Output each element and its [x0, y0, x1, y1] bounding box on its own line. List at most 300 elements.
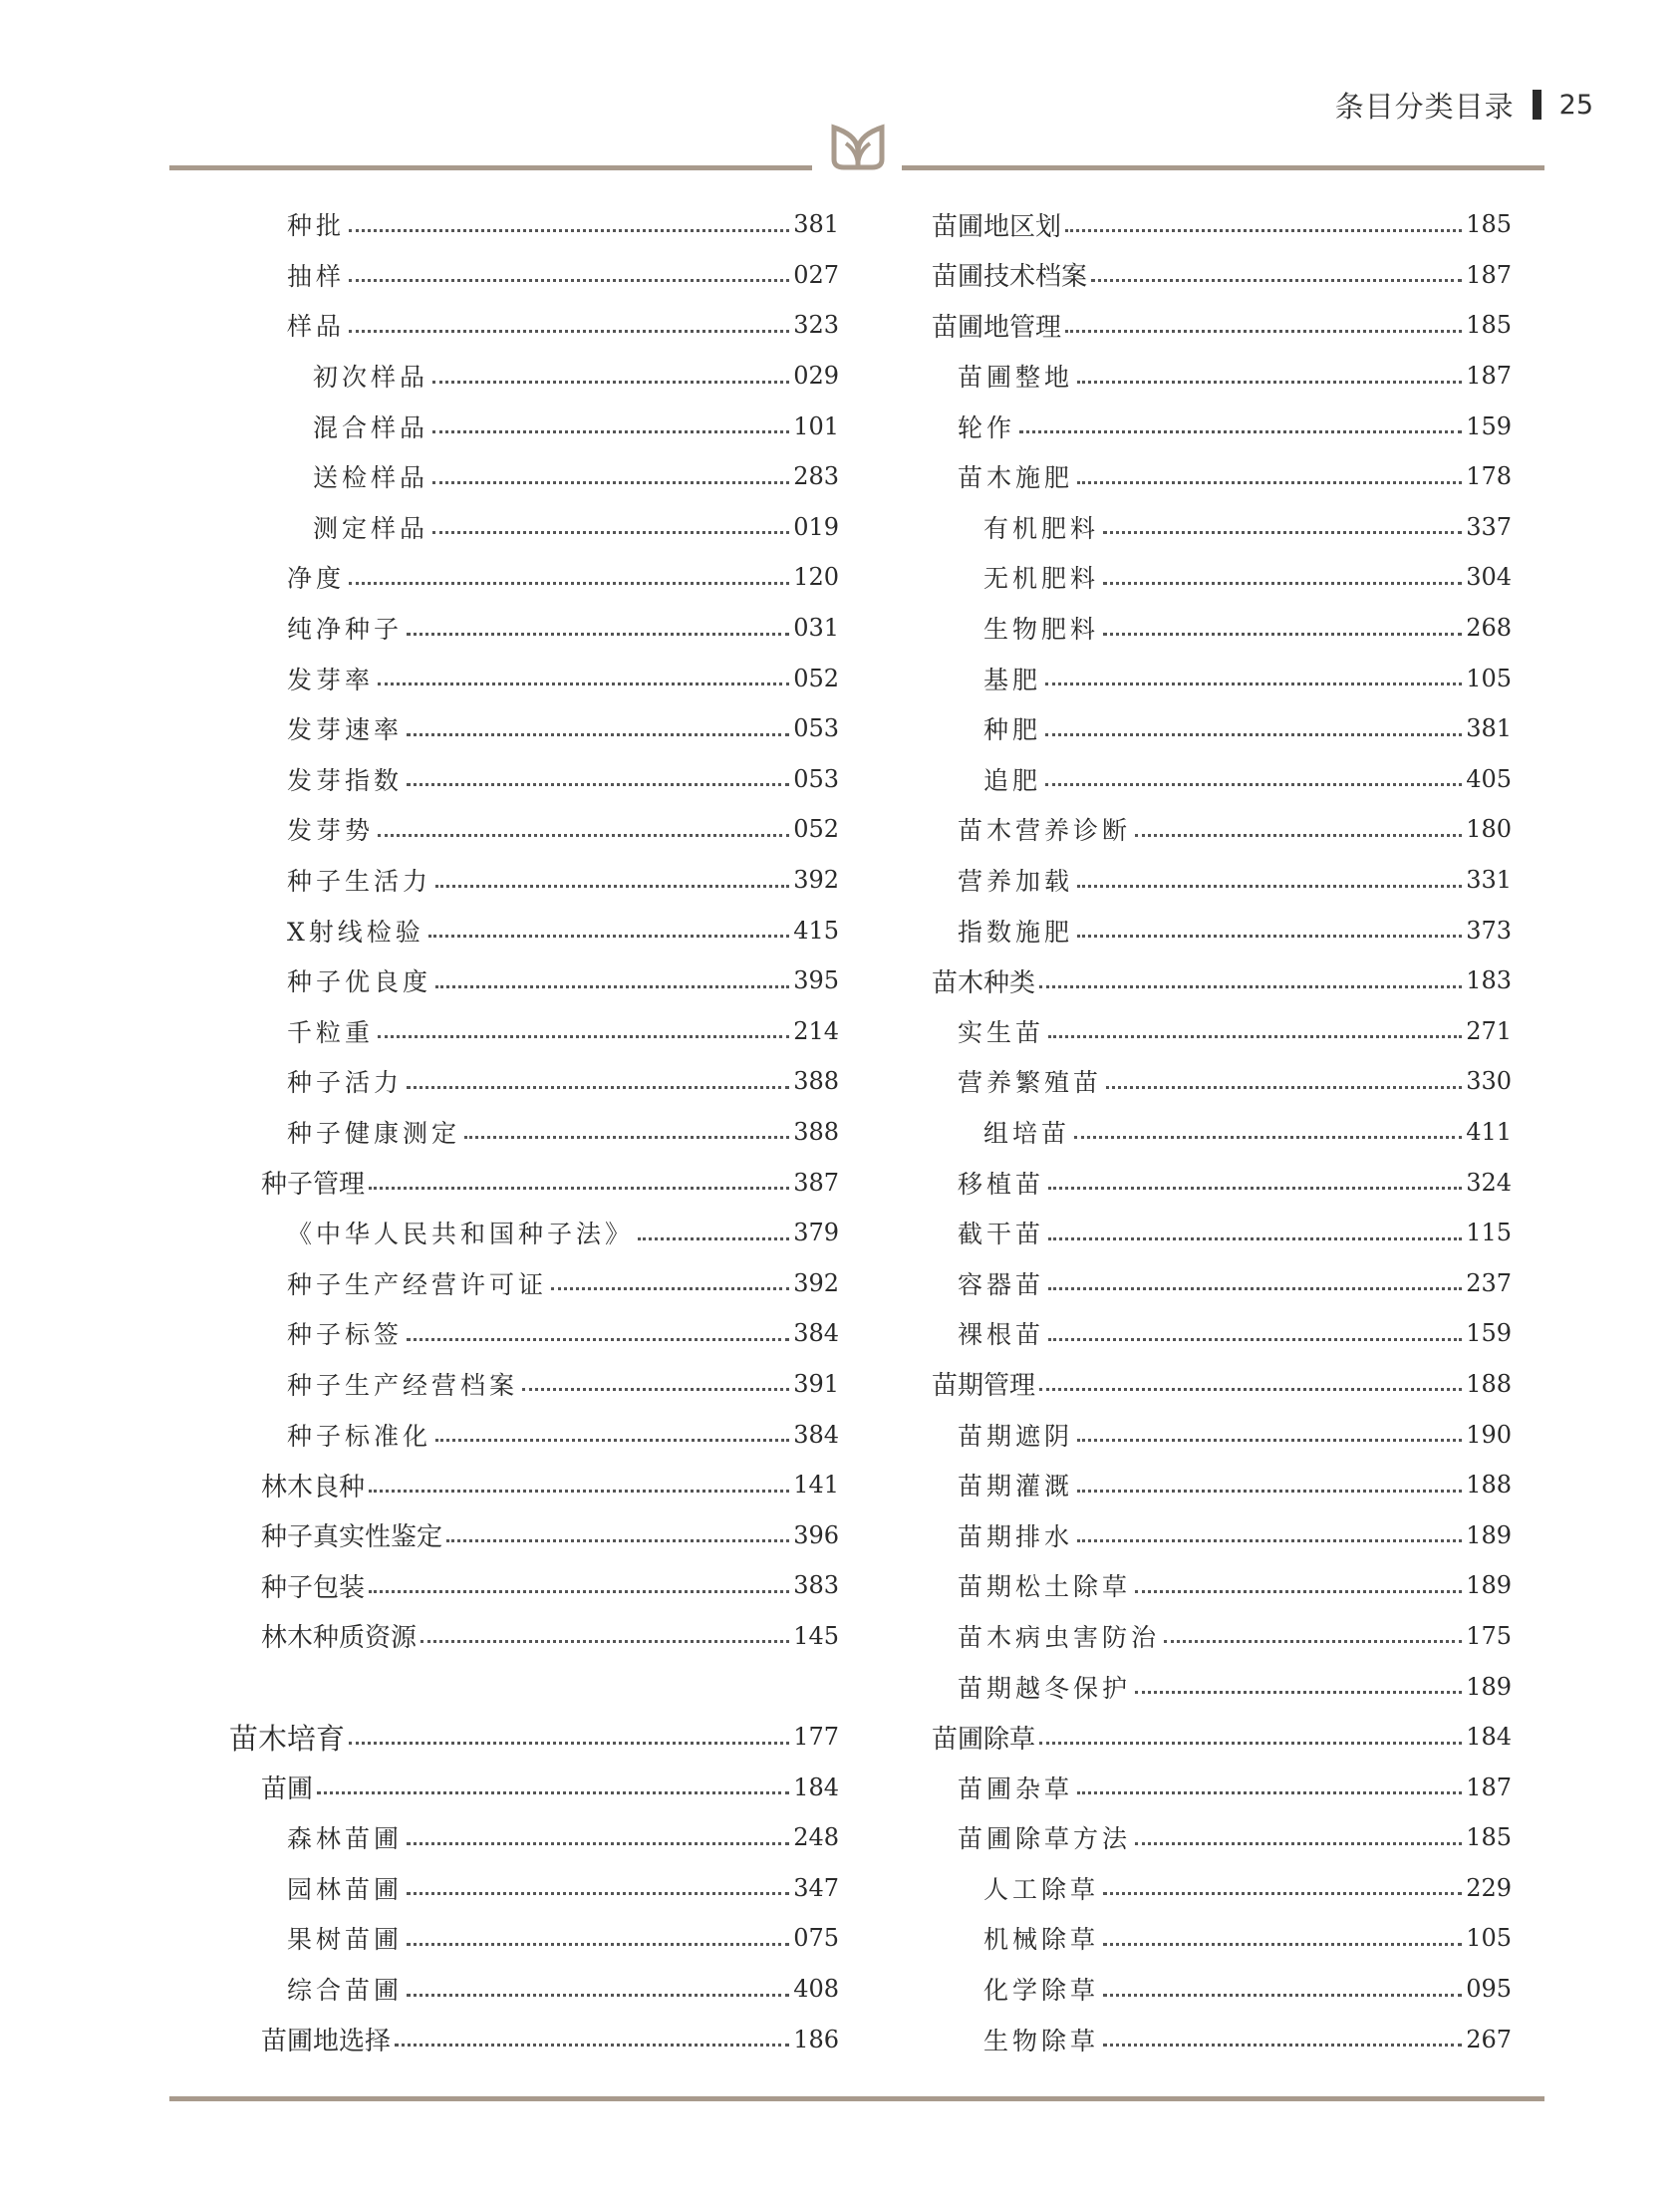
toc-entry-page: 105 [1466, 1924, 1512, 1953]
toc-entry[interactable] [229, 1913, 839, 1964]
toc-entry[interactable] [932, 1409, 1512, 1460]
toc-entry-page: 387 [793, 1168, 839, 1197]
toc-entry-label: 种子活力 [287, 1068, 404, 1098]
toc-entry[interactable] [229, 804, 839, 855]
toc-entry[interactable] [932, 653, 1512, 703]
dot-leader [1103, 1994, 1462, 1997]
toc-entry-page: 381 [793, 210, 839, 239]
toc-entry-label: 苗圃地管理 [932, 312, 1062, 343]
toc-entry-page: 347 [793, 1873, 839, 1902]
toc-entry[interactable] [932, 1863, 1512, 1914]
toc-entry-label: 苗圃地区划 [932, 211, 1062, 242]
dot-leader [1103, 531, 1462, 534]
toc-entry[interactable] [229, 1762, 839, 1812]
dot-leader [1077, 935, 1462, 938]
toc-entry-label: 千粒重 [287, 1017, 375, 1047]
toc-entry-page: 324 [1466, 1168, 1512, 1197]
toc-entry-label: 苗圃杂草 [958, 1774, 1074, 1803]
toc-entry-label: 生物肥料 [983, 615, 1100, 645]
toc-entry[interactable] [932, 1006, 1512, 1057]
dot-leader [407, 633, 789, 636]
bottom-rule [169, 2096, 1544, 2101]
toc-entry-page: 095 [1466, 1975, 1512, 2004]
dot-leader [1077, 381, 1462, 384]
dot-leader [1135, 834, 1462, 837]
dot-leader [432, 430, 789, 433]
dot-leader [1039, 985, 1462, 988]
toc-entry-label: 种子包装 [261, 1572, 366, 1603]
toc-entry-label: 种子管理 [261, 1170, 366, 1201]
toc-entry[interactable] [229, 300, 839, 351]
toc-entry-page: 183 [1466, 966, 1512, 995]
toc-entry-label: 基肥 [983, 665, 1042, 694]
toc-entry[interactable] [229, 502, 839, 553]
toc-entry-page: 187 [1466, 260, 1512, 289]
toc-entry[interactable] [932, 401, 1512, 451]
top-rule-right [902, 165, 1544, 170]
toc-entry-page: 178 [1466, 462, 1512, 491]
toc-entry[interactable] [932, 199, 1512, 250]
toc-entry-page: 396 [793, 1520, 839, 1549]
toc-entry-page: 383 [793, 1571, 839, 1600]
dot-leader [349, 279, 789, 282]
toc-entry[interactable] [229, 603, 839, 654]
toc-entry-page: 384 [793, 1420, 839, 1449]
dot-leader [1106, 1086, 1462, 1089]
toc-entry[interactable] [229, 754, 839, 805]
dot-leader [432, 531, 789, 534]
toc-entry-label: 园林苗圃 [287, 1874, 404, 1904]
toc-entry-label: 发芽率 [287, 665, 375, 694]
toc-entry-label: 种批 [287, 211, 346, 241]
toc-entry-page: 323 [793, 311, 839, 340]
toc-entry-page: 180 [1466, 815, 1512, 844]
dot-leader [435, 885, 789, 888]
toc-entry-page: 248 [793, 1823, 839, 1852]
toc-entry[interactable] [229, 552, 839, 603]
toc-entry[interactable] [932, 1056, 1512, 1107]
toc-entry-label: 实生苗 [958, 1017, 1045, 1047]
toc-entry-page: 388 [793, 1117, 839, 1146]
toc-entry-label: 苗期松土除草 [958, 1572, 1132, 1602]
toc-entry-page: 187 [1466, 362, 1512, 391]
toc-entry-page: 185 [1466, 1823, 1512, 1852]
toc-entry[interactable] [229, 1257, 839, 1308]
toc-entry-page: 159 [1466, 1319, 1512, 1348]
dot-leader [1135, 1590, 1462, 1593]
toc-entry-page: 053 [793, 764, 839, 793]
toc-entry-label: 苗圃除草方法 [958, 1824, 1132, 1854]
toc-entry[interactable] [229, 1208, 839, 1258]
toc-entry-page: 229 [1466, 1873, 1512, 1902]
dot-leader [407, 1086, 789, 1089]
dot-leader [1048, 1237, 1462, 1240]
page-header [1335, 82, 1593, 128]
toc-entry[interactable] [932, 1812, 1512, 1863]
dot-leader [1048, 1287, 1462, 1290]
toc-entry[interactable] [932, 703, 1512, 754]
toc-entry-page: 120 [793, 563, 839, 592]
toc-entry-page: 052 [793, 815, 839, 844]
toc-entry-label: 种子标准化 [287, 1421, 432, 1451]
dot-leader [1019, 430, 1462, 433]
dot-leader [1065, 330, 1462, 333]
toc-entry-label: 样品 [287, 312, 346, 342]
toc-entry[interactable] [932, 804, 1512, 855]
toc-entry[interactable] [229, 1712, 839, 1763]
toc-entry-label: 苗圃技术档案 [932, 262, 1088, 293]
toc-entry-page: 189 [1466, 1672, 1512, 1701]
toc-spacer [229, 1661, 839, 1712]
dot-leader [1065, 229, 1462, 232]
header-divider-bar [1533, 90, 1541, 120]
toc-entry-label: 化学除草 [983, 1976, 1100, 2006]
toc-entry[interactable] [932, 1964, 1512, 2015]
toc-entry[interactable] [932, 1359, 1512, 1410]
toc-entry-label: 果树苗圃 [287, 1925, 404, 1955]
dot-leader [378, 1035, 789, 1038]
toc-entry[interactable] [932, 2014, 1512, 2064]
dot-leader [420, 1640, 789, 1643]
toc-entry-label: 追肥 [983, 765, 1042, 795]
toc-entry[interactable] [229, 1812, 839, 1863]
toc-entry-label: 种子真实性鉴定 [261, 1522, 443, 1553]
dot-leader [1103, 1892, 1462, 1895]
toc-entry-page: 189 [1466, 1571, 1512, 1600]
toc-entry-label: 初次样品 [313, 363, 429, 393]
dot-leader [395, 2044, 789, 2047]
toc-entry-page: 159 [1466, 411, 1512, 440]
toc-entry-page: 177 [793, 1723, 839, 1752]
dot-leader [317, 1791, 789, 1794]
toc-entry-page: 187 [1466, 1773, 1512, 1801]
toc-entry-page: 189 [1466, 1520, 1512, 1549]
toc-entry-label: 净度 [287, 564, 346, 594]
toc-entry[interactable] [229, 451, 839, 502]
toc-entry[interactable] [932, 1611, 1512, 1662]
dot-leader [1103, 2044, 1462, 2047]
toc-entry[interactable] [229, 653, 839, 703]
dot-leader [1077, 1791, 1462, 1794]
dot-leader [1039, 1388, 1462, 1391]
toc-entry[interactable] [932, 451, 1512, 502]
dot-leader [1048, 1187, 1462, 1190]
leaf-logo-icon [830, 122, 886, 171]
toc-entry-label: 苗期排水 [958, 1521, 1074, 1551]
toc-entry-label: 有机肥料 [983, 513, 1100, 543]
dot-leader [407, 1943, 789, 1946]
toc-entry-page: 185 [1466, 311, 1512, 340]
toc-entry-label: 裸根苗 [958, 1320, 1045, 1350]
toc-entry[interactable] [932, 1157, 1512, 1208]
dot-leader [1164, 1640, 1462, 1643]
toc-entry-page: 388 [793, 1067, 839, 1096]
dot-leader [407, 1842, 789, 1845]
toc-entry-label: 林木种质资源 [261, 1623, 418, 1654]
toc-entry-page: 391 [793, 1369, 839, 1398]
toc-entry-label: 营养加载 [958, 867, 1074, 897]
toc-entry-label: 苗木病虫害防治 [958, 1622, 1161, 1652]
toc-entry[interactable] [932, 855, 1512, 906]
toc-entry-label: 机械除草 [983, 1925, 1100, 1955]
toc-entry-label: 苗木种类 [932, 967, 1036, 998]
toc-entry-page: 175 [1466, 1621, 1512, 1650]
toc-entry-page: 188 [1466, 1369, 1512, 1398]
toc-entry-label: 轮作 [958, 412, 1016, 442]
toc-entry[interactable] [932, 1509, 1512, 1560]
toc-entry[interactable] [229, 1560, 839, 1611]
toc-entry-label: 发芽指数 [287, 765, 404, 795]
toc-entry[interactable] [229, 1509, 839, 1560]
toc-entry-page: 029 [793, 362, 839, 391]
toc-entry-page: 105 [1466, 664, 1512, 692]
dot-leader [1077, 885, 1462, 888]
toc-entry-page: 415 [793, 916, 839, 945]
toc-entry-label: 发芽势 [287, 816, 375, 846]
toc-entry-label: 苗木施肥 [958, 463, 1074, 493]
toc-entry[interactable] [229, 1157, 839, 1208]
toc-entry-label: 苗圃地选择 [261, 2027, 392, 2057]
toc-entry-label: 林木良种 [261, 1472, 366, 1502]
toc-entry-label: 苗期遮阴 [958, 1421, 1074, 1451]
toc-entry-page: 237 [1466, 1268, 1512, 1297]
toc-entry[interactable] [229, 956, 839, 1006]
toc-entry-label: 容器苗 [958, 1269, 1045, 1299]
toc-entry[interactable] [932, 250, 1512, 301]
dot-leader [1103, 633, 1462, 636]
toc-entry[interactable] [932, 1460, 1512, 1510]
toc-entry[interactable] [932, 1913, 1512, 1964]
toc-entry-page: 186 [793, 2025, 839, 2053]
dot-leader [1045, 733, 1462, 736]
toc-entry-label: 纯净种子 [287, 615, 404, 645]
toc-entry-label: 种子优良度 [287, 967, 432, 997]
toc-entry-label: 种子生产经营许可证 [287, 1269, 548, 1299]
dot-leader [1048, 1338, 1462, 1341]
dot-leader [1077, 1439, 1462, 1442]
dot-leader [1103, 1943, 1462, 1946]
toc-entry-page: 330 [1466, 1067, 1512, 1096]
toc-entry-label: 苗圃整地 [958, 363, 1074, 393]
toc-entry-label: 苗木营养诊断 [958, 816, 1132, 846]
dot-leader [349, 229, 789, 232]
toc-entry-page: 141 [793, 1471, 839, 1500]
toc-entry-label: 截干苗 [958, 1220, 1045, 1249]
toc-entry-label: X射线检验 [287, 917, 424, 947]
toc-entry-page: 184 [1466, 1723, 1512, 1752]
toc-entry[interactable] [932, 1712, 1512, 1763]
toc-entry[interactable] [932, 1762, 1512, 1812]
dot-leader [378, 834, 789, 837]
toc-entry[interactable] [932, 1257, 1512, 1308]
toc-entry[interactable] [229, 1611, 839, 1662]
toc-entry[interactable] [229, 1006, 839, 1057]
toc-entry-label: 送检样品 [313, 463, 429, 493]
toc-entry[interactable] [229, 250, 839, 301]
toc-entry-page: 392 [793, 866, 839, 895]
page-number: 25 [1558, 89, 1593, 121]
toc-entry-label: 组培苗 [983, 1118, 1071, 1148]
toc-entry[interactable] [932, 1208, 1512, 1258]
toc-entry-page: 214 [793, 1016, 839, 1045]
toc-entry[interactable] [932, 754, 1512, 805]
toc-entry-page: 395 [793, 966, 839, 995]
toc-entry-page: 411 [1466, 1117, 1512, 1146]
toc-entry-page: 188 [1466, 1471, 1512, 1500]
toc-entry-label: 森林苗圃 [287, 1824, 404, 1854]
section-title: 条目分类目录 [1334, 89, 1515, 124]
dot-leader [1077, 1539, 1462, 1542]
toc-entry-page: 185 [1466, 210, 1512, 239]
toc-entry-label: 苗圃除草 [932, 1724, 1036, 1755]
toc-entry-label: 混合样品 [313, 412, 429, 442]
toc-entry-page: 101 [793, 411, 839, 440]
dot-leader [369, 1590, 789, 1593]
toc-entry-page: 405 [1466, 764, 1512, 793]
toc-entry[interactable] [229, 855, 839, 906]
dot-leader [1077, 1490, 1462, 1493]
toc-entry[interactable] [229, 199, 839, 250]
toc-entry-page: 271 [1466, 1016, 1512, 1045]
dot-leader [349, 1742, 789, 1745]
dot-leader [1103, 582, 1462, 585]
toc-entry[interactable] [932, 1661, 1512, 1712]
toc-entry-page: 145 [793, 1621, 839, 1650]
toc-entry-page: 408 [793, 1975, 839, 2004]
toc-entry-page: 283 [793, 462, 839, 491]
toc-entry-label: 种子生活力 [287, 867, 432, 897]
dot-leader [435, 985, 789, 988]
toc-entry[interactable] [229, 1308, 839, 1359]
dot-leader [1074, 1136, 1462, 1139]
toc-entry-label: 生物除草 [983, 2026, 1100, 2055]
toc-entry-page: 373 [1466, 916, 1512, 945]
toc-entry-label: 苗期越冬保护 [958, 1673, 1132, 1703]
toc-entry-label: 营养繁殖苗 [958, 1068, 1103, 1098]
dot-leader [407, 1338, 789, 1341]
toc-entry-label: 发芽速率 [287, 715, 404, 745]
dot-leader [432, 481, 789, 484]
toc-entry[interactable] [229, 1964, 839, 2015]
toc-entry-page: 027 [793, 260, 839, 289]
toc-entry-page: 267 [1466, 2025, 1512, 2053]
dot-leader [1135, 1691, 1462, 1694]
toc-entry[interactable] [229, 1863, 839, 1914]
toc-entry[interactable] [229, 1460, 839, 1510]
toc-entry-page: 115 [1466, 1219, 1512, 1247]
toc-entry-label: 苗木培育 [229, 1721, 346, 1756]
toc-entry[interactable] [932, 1560, 1512, 1611]
toc-entry[interactable] [229, 1409, 839, 1460]
toc-entry-page: 268 [1466, 614, 1512, 643]
toc-entry[interactable] [229, 401, 839, 451]
toc-entry[interactable] [932, 905, 1512, 956]
toc-entry[interactable] [932, 1107, 1512, 1158]
toc-entry-label: 种子标签 [287, 1320, 404, 1350]
dot-leader [446, 1539, 789, 1542]
dot-leader [349, 582, 789, 585]
toc-entry-label: 指数施肥 [958, 917, 1074, 947]
toc-entry[interactable] [229, 2014, 839, 2064]
toc-entry[interactable] [229, 1107, 839, 1158]
dot-leader [435, 1439, 789, 1442]
dot-leader [638, 1237, 789, 1240]
toc-entry[interactable] [932, 351, 1512, 402]
toc-entry-page: 331 [1466, 866, 1512, 895]
dot-leader [1048, 1035, 1462, 1038]
toc-entry-page: 053 [793, 714, 839, 743]
dot-leader [1077, 481, 1462, 484]
toc-entry-page: 184 [793, 1773, 839, 1801]
dot-leader [369, 1187, 789, 1190]
toc-left-column [229, 199, 839, 2064]
toc-entry-label: 综合苗圃 [287, 1976, 404, 2006]
dot-leader [1045, 683, 1462, 685]
toc-entry[interactable] [229, 1056, 839, 1107]
toc-entry-page: 190 [1466, 1420, 1512, 1449]
toc-entry[interactable] [932, 552, 1512, 603]
toc-entry-label: 苗圃 [261, 1775, 314, 1805]
dot-leader [407, 1994, 789, 1997]
toc-entry[interactable] [229, 351, 839, 402]
dot-leader [378, 683, 789, 685]
toc-entry[interactable] [229, 905, 839, 956]
toc-entry[interactable] [932, 603, 1512, 654]
dot-leader [369, 1490, 789, 1493]
toc-entry-label: 种子生产经营档案 [287, 1370, 519, 1400]
dot-leader [407, 783, 789, 786]
dot-leader [1039, 1742, 1462, 1745]
toc-entry-page: 384 [793, 1319, 839, 1348]
toc-entry[interactable] [229, 703, 839, 754]
dot-leader [432, 381, 789, 384]
toc-entry[interactable] [932, 502, 1512, 553]
toc-entry-label: 苗期灌溉 [958, 1472, 1074, 1502]
toc-entry[interactable] [932, 956, 1512, 1006]
toc-entry-page: 075 [793, 1924, 839, 1953]
toc-entry-page: 381 [1466, 714, 1512, 743]
dot-leader [1091, 279, 1462, 282]
toc-entry[interactable] [932, 1308, 1512, 1359]
toc-entry-label: 抽样 [287, 261, 346, 291]
toc-right-column [932, 199, 1512, 2064]
dot-leader [1045, 783, 1462, 786]
dot-leader [464, 1136, 789, 1139]
toc-entry-label: 移植苗 [958, 1169, 1045, 1199]
top-rule-left [169, 165, 812, 170]
dot-leader [407, 1892, 789, 1895]
toc-entry-page: 031 [793, 614, 839, 643]
toc-entry[interactable] [932, 300, 1512, 351]
toc-entry-page: 379 [793, 1219, 839, 1247]
toc-entry-label: 苗期管理 [932, 1371, 1036, 1402]
dot-leader [428, 935, 789, 938]
toc-entry-page: 052 [793, 664, 839, 692]
toc-entry[interactable] [229, 1359, 839, 1410]
toc-entry-page: 019 [793, 512, 839, 541]
toc-entry-label: 《中华人民共和国种子法》 [287, 1220, 635, 1249]
dot-leader [522, 1388, 789, 1391]
toc-entry-label: 人工除草 [983, 1874, 1100, 1904]
toc-entry-label: 测定样品 [313, 513, 429, 543]
toc-entry-label: 种肥 [983, 715, 1042, 745]
toc-entry-page: 392 [793, 1268, 839, 1297]
dot-leader [1135, 1842, 1462, 1845]
toc-entry-page: 337 [1466, 512, 1512, 541]
toc-entry-page: 304 [1466, 563, 1512, 592]
dot-leader [407, 733, 789, 736]
dot-leader [349, 330, 789, 333]
